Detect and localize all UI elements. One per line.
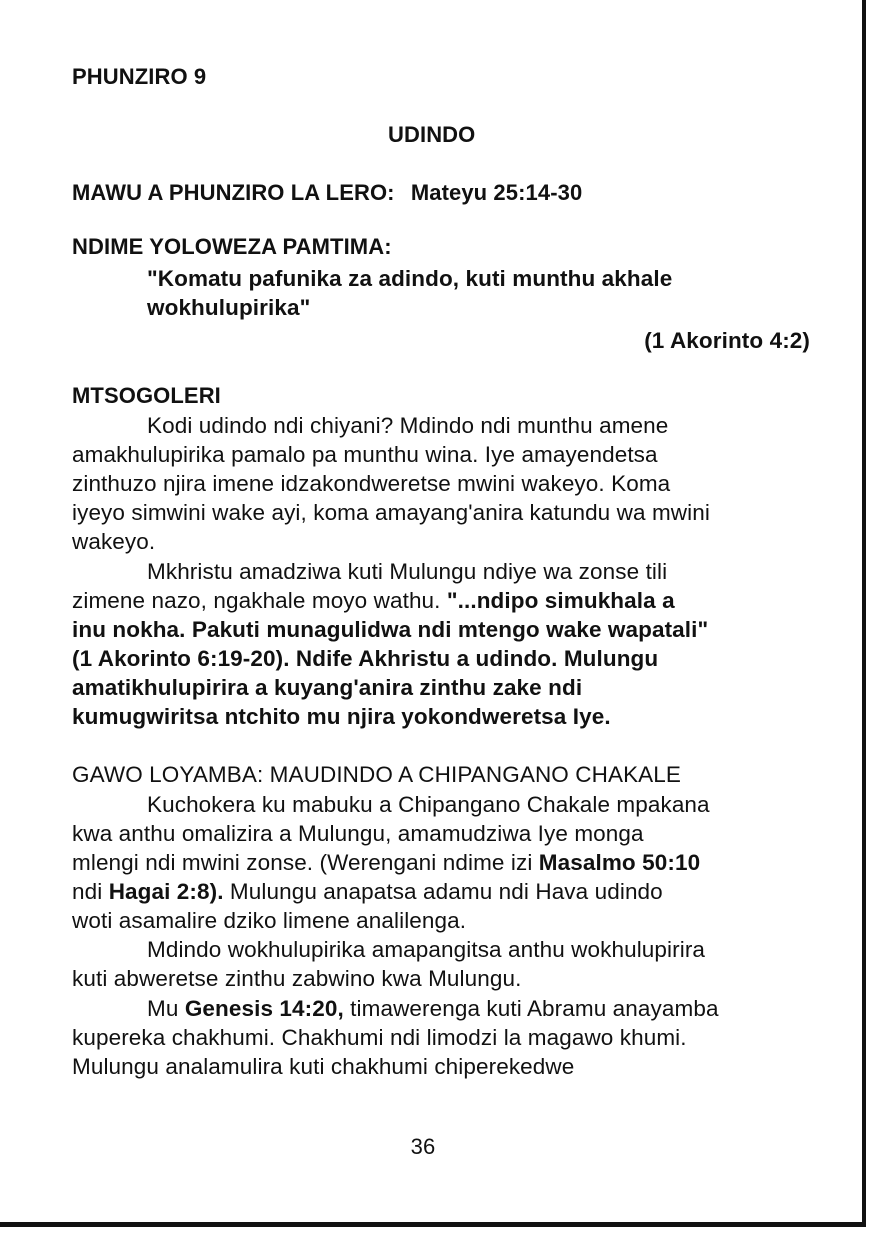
section1-line: kwa anthu omalizira a Mulungu, amamudziwa Iye monga [72,821,644,846]
section1-plain: mlengi ndi mwini zonse. (Werengani ndime izi [72,850,539,875]
reading-reference: Mateyu 25:14-30 [410,180,583,205]
intro-p2-bold-line: kumugwiritsa ntchito mu njira yokondweretsa Iye. [72,704,611,729]
intro-heading: MTSOGOLERI [72,383,221,408]
intro-p2-line [72,586,675,615]
section1-heading: GAWO LOYAMBA: MAUDINDO A CHIPANGANO CHAKALE [72,762,681,787]
scripture-ref-genesis: Genesis 14:20, [184,996,344,1021]
intro-p2-bold-line: inu nokha. Pakuti munagulidwa ndi mtengo wake wapatali" [72,617,709,642]
intro-p1-line: zinthuzo njira imene idzakondweretse mwini wakeyo. Koma [72,471,671,496]
reading-label: MAWU A PHUNZIRO LA LERO: [72,180,395,205]
intro-p2-line: Mkhristu amadziwa kuti Mulungu ndiye wa zonse tili [147,559,668,584]
chapter-number: PHUNZIRO 9 [72,64,207,89]
memory-verse-quote-line1: "Komatu pafunika za adindo, kuti munthu akhale [147,266,673,291]
section1-line [72,877,663,906]
section1-line: kuti abweretse zinthu zabwino kwa Mulungu. [72,966,522,991]
intro-p1-line: wakeyo. [72,529,156,554]
section1-line: Kuchokera ku mabuku a Chipangano Chakale mpakana [147,792,710,817]
section1-line: Mdindo wokhulupirika amapangitsa anthu wokhulupirira [147,937,706,962]
intro-p2-plain: zimene nazo, ngakhale moyo wathu. [72,588,447,613]
intro-p1-line: Kodi udindo ndi chiyani? Mdindo ndi munthu amene [147,413,669,438]
scan-edge-right [862,0,866,1222]
intro-p2-bold-quote: "...ndipo simukhala a [446,588,675,613]
section1-line: Mulungu analamulira kuti chakhumi chiperekedwe [72,1054,575,1079]
section1-plain: ndi [72,879,109,904]
memory-verse-quote-line2: wokhulupirika" [147,295,311,320]
intro-p2-bold-line: amatikhulupirira a kuyang'anira zinthu zake ndi [72,675,583,700]
intro-p1-line: amakhulupirika pamalo pa munthu wina. Iye amayendetsa [72,442,658,467]
lesson-title: UDINDO [388,122,476,147]
scan-edge-bottom [0,1222,866,1227]
section1-line [147,994,719,1023]
page-number: 36 [410,1134,436,1159]
section1-plain: Mu [147,996,185,1021]
scripture-ref-masalmo: Masalmo 50:10 [538,850,701,875]
memory-verse-reference: (1 Akorinto 4:2) [644,328,810,353]
scripture-ref-hagai: Hagai 2:8). [108,879,224,904]
intro-p2-bold-line: (1 Akorinto 6:19-20). Ndife Akhristu a udindo. Mulungu [72,646,659,671]
memory-verse-label: NDIME YOLOWEZA PAMTIMA: [72,234,392,259]
section1-line: kupereka chakhumi. Chakhumi ndi limodzi la magawo khumi. [72,1025,687,1050]
section1-line [72,848,700,877]
section1-line: woti asamalire dziko limene analilenga. [72,908,467,933]
section1-plain: Mulungu anapatsa adamu ndi Hava udindo [223,879,663,904]
intro-p1-line: iyeyo simwini wake ayi, koma amayang'anira katundu wa mwini [72,500,710,525]
lesson-reading [72,178,582,207]
section1-plain: timawerenga kuti Abramu anayamba [343,996,719,1021]
